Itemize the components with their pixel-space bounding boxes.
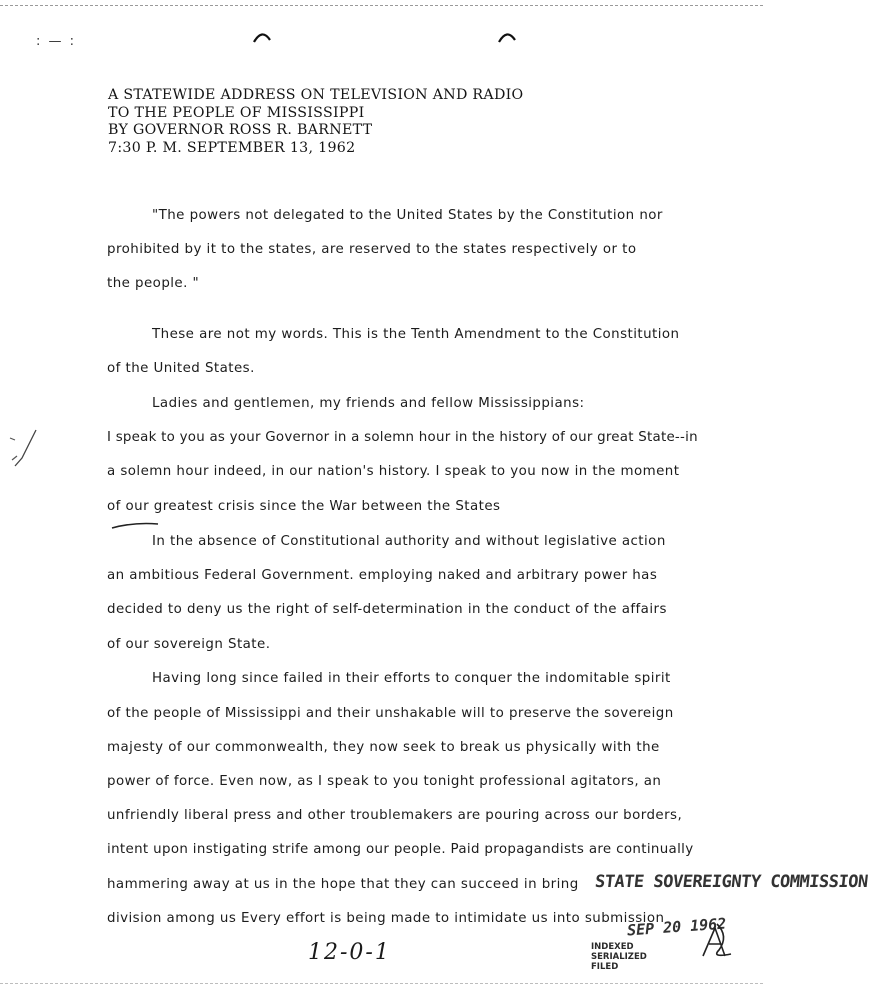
stamp-item: FILED xyxy=(591,962,619,972)
body-line: These are not my words. This is the Tenth Amendment to the Constitution xyxy=(152,327,680,342)
handwritten-file-number: 12-0-1 xyxy=(308,940,391,965)
stamp-item: INDEXED xyxy=(591,942,634,952)
body-line: of the people of Mississippi and their unshakable will to preserve the sovereign xyxy=(107,706,674,721)
body-line: a solemn hour indeed, in our nation's history. I speak to you now in the moment xyxy=(107,464,680,479)
stamp-title: STATE SOVEREIGNTY COMMISSION xyxy=(593,872,869,892)
body-line: hammering away at us in the hope that they can succeed in bring xyxy=(107,877,579,892)
stamp-item: SERIALIZED xyxy=(591,952,647,962)
stamp-signature xyxy=(699,920,739,964)
body-line: an ambitious Federal Government. employing naked and arbitrary power has xyxy=(107,568,658,583)
body-line: intent upon instigating strife among our people. Paid propagandists are continually xyxy=(107,842,694,857)
stamp-checklist xyxy=(591,942,647,972)
stamp-date: SEP 20 1962 xyxy=(626,914,727,940)
top-perforation-line xyxy=(0,5,763,6)
body-line: "The powers not delegated to the United States by the Constitution nor xyxy=(152,208,663,223)
body-line: In the absence of Constitutional authority and without legislative action xyxy=(152,534,666,549)
body-line: decided to deny us the right of self-determination in the conduct of the affairs xyxy=(107,602,667,617)
punch-hole-mark-left xyxy=(253,30,271,44)
bottom-perforation-line xyxy=(0,983,763,984)
body-line: Having long since failed in their efforts to conquer the indomitable spirit xyxy=(152,671,671,686)
header-line: A STATEWIDE ADDRESS ON TELEVISION AND RADIO xyxy=(108,87,524,103)
body-line: power of force. Even now, as I speak to you tonight professional agitators, an xyxy=(107,774,662,789)
punch-hole-mark-right xyxy=(498,30,516,44)
body-line: the people. " xyxy=(107,276,200,291)
address-header xyxy=(108,87,523,157)
body-line: division among us Every effort is being made to intimidate us into submission xyxy=(107,911,665,926)
header-line: BY GOVERNOR ROSS R. BARNETT xyxy=(108,122,373,138)
pen-underline-mark xyxy=(110,516,166,535)
body-line: of our greatest crisis since the War between the States xyxy=(107,499,501,514)
corner-marks: : — : xyxy=(36,34,77,49)
body-line: unfriendly liberal press and other troublemakers are pouring across our borders, xyxy=(107,808,683,823)
body-line: I speak to you as your Governor in a solemn hour in the history of our great State--in xyxy=(107,430,698,445)
received-stamp xyxy=(591,858,869,973)
body-line: prohibited by it to the states, are reserved to the states respectively or to xyxy=(107,242,637,257)
body-line: Ladies and gentlemen, my friends and fellow Mississippians: xyxy=(152,396,585,411)
body-line: of the United States. xyxy=(107,361,255,376)
header-line: 7:30 P. M. SEPTEMBER 13, 1962 xyxy=(108,139,356,156)
pencil-margin-mark xyxy=(6,428,42,476)
body-line: of our sovereign State. xyxy=(107,637,271,652)
body-line: majesty of our commonwealth, they now seek to break us physically with the xyxy=(107,740,660,755)
header-line: TO THE PEOPLE OF MISSISSIPPI xyxy=(108,104,365,121)
